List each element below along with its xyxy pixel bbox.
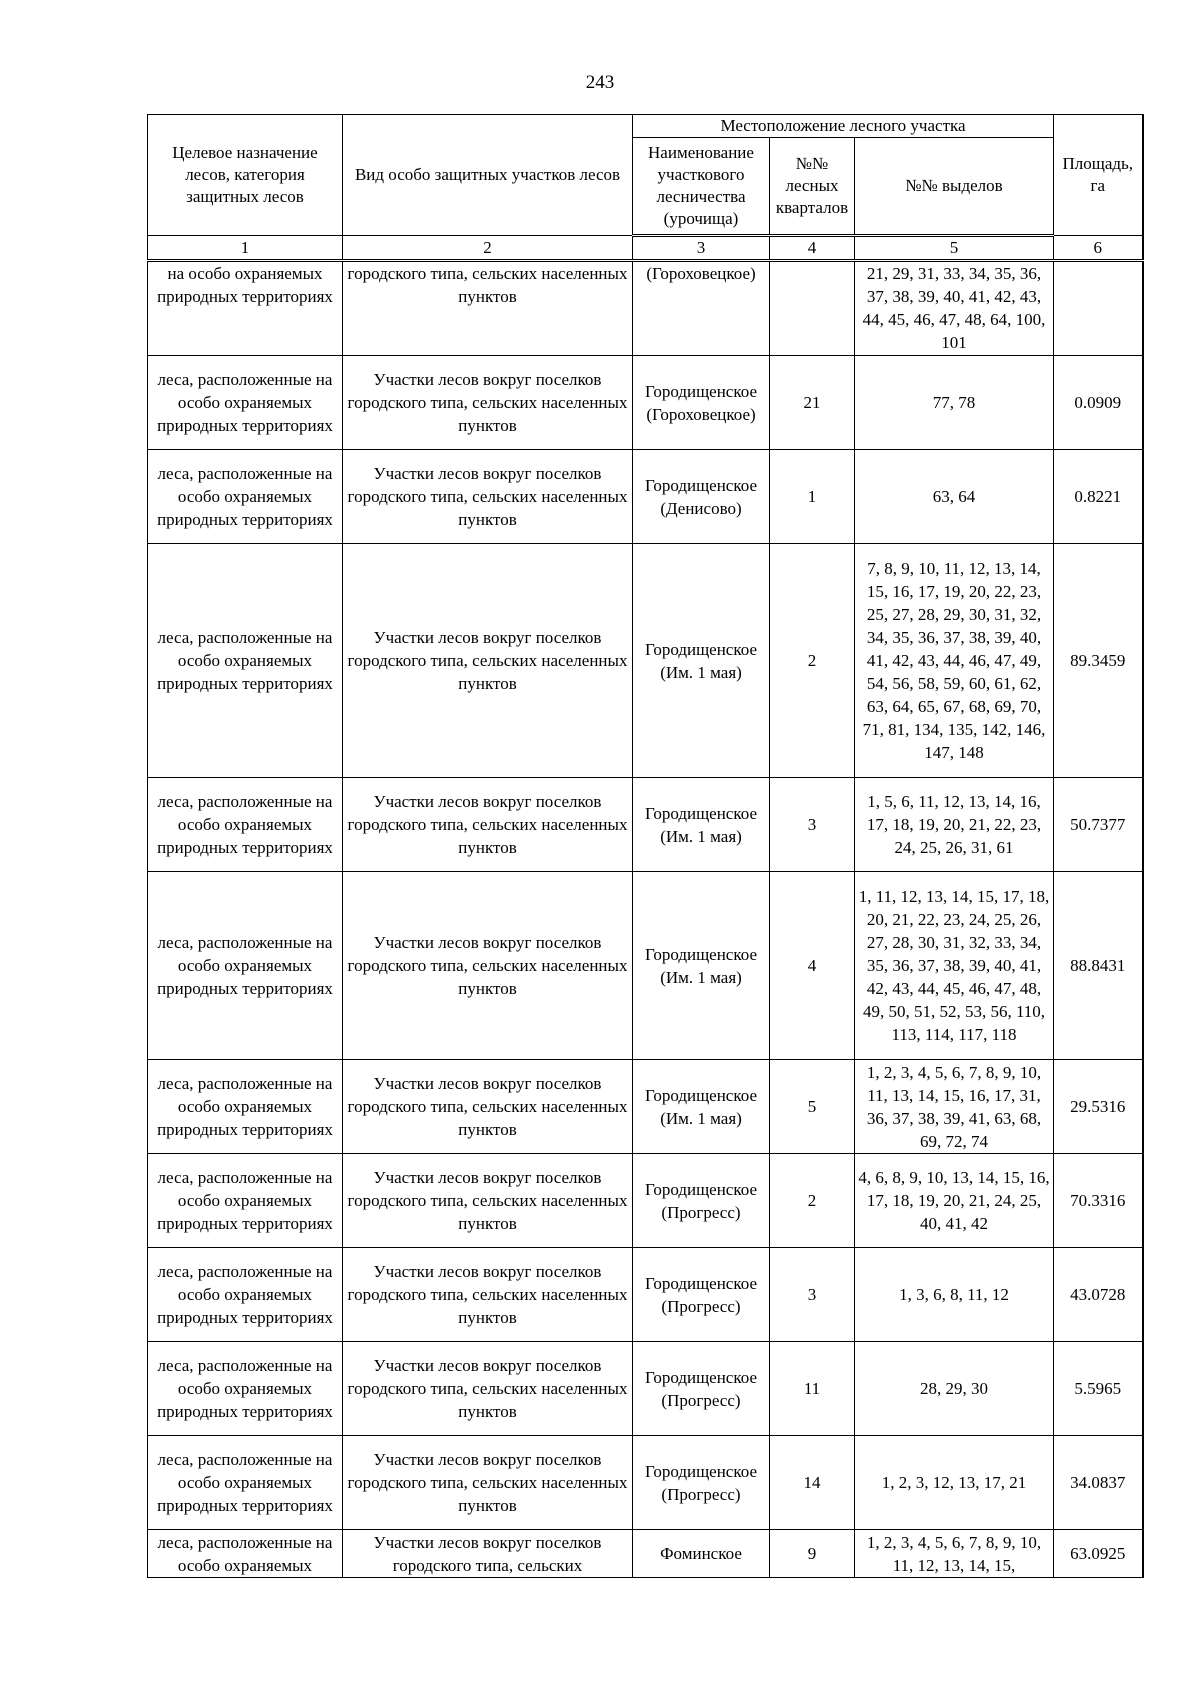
cell-plots: 1, 11, 12, 13, 14, 15, 17, 18, 20, 21, 22, 23, 24, 25, 26, 27, 28, 30, 31, 32, 33, 34, 35, 36, 37, 38, 39, 40, 41, 42, 43, 44, 45, 46, 47, 48, 49, 50, 51, 52, 53, 56, 110, 113, 114, 117, 118: [855, 872, 1054, 1060]
cell-quarter: 11: [770, 1342, 855, 1436]
table-body: [148, 236, 1143, 1578]
column-number: 3: [633, 236, 770, 261]
cell-quarter: 2: [770, 544, 855, 778]
cell-plots: 77, 78: [855, 356, 1054, 450]
cell-area: [1054, 261, 1143, 356]
cell-plots: 1, 2, 3, 12, 13, 17, 21: [855, 1436, 1054, 1530]
cell-purpose: леса, расположенные на особо охраняемых природных территориях: [148, 544, 343, 778]
cell-forestry: Городищенское (Прогресс): [633, 1436, 770, 1530]
cell-quarter: 1: [770, 450, 855, 544]
cell-purpose: леса, расположенные на особо охраняемых природных территориях: [148, 1248, 343, 1342]
column-number: 2: [343, 236, 633, 261]
cell-plots: 21, 29, 31, 33, 34, 35, 36, 37, 38, 39, 40, 41, 42, 43, 44, 45, 46, 47, 48, 64, 100, 101: [855, 261, 1054, 356]
cell-plots: 7, 8, 9, 10, 11, 12, 13, 14, 15, 16, 17, 19, 20, 22, 23, 25, 27, 28, 29, 30, 31, 32, 34, 35, 36, 37, 38, 39, 40, 41, 42, 43, 44, 46, 47, 49, 54, 56, 58, 59, 60, 61, 62, 63, 64, 65, 67, 68, 69, 70, 71, 81, 134, 135, 142, 146, 147, 148: [855, 544, 1054, 778]
cell-quarter: [770, 261, 855, 356]
header-location-group: Местоположение лесного участка: [633, 115, 1054, 138]
cell-area: 88.8431: [1054, 872, 1143, 1060]
table-row: [148, 1436, 1143, 1530]
cell-forestry: Городищенское (Им. 1 мая): [633, 1060, 770, 1154]
cell-kind: городского типа, сельских населенных пунктов: [343, 261, 633, 356]
cell-plots: 1, 5, 6, 11, 12, 13, 14, 16, 17, 18, 19, 20, 21, 22, 23, 24, 25, 26, 31, 61: [855, 778, 1054, 872]
cell-quarter: 21: [770, 356, 855, 450]
table-row: [148, 1060, 1143, 1154]
cell-purpose: леса, расположенные на особо охраняемых природных территориях: [148, 450, 343, 544]
page-number: 243: [585, 72, 615, 93]
cell-kind: Участки лесов вокруг поселков городского типа, сельских: [343, 1530, 633, 1578]
cell-quarter: 5: [770, 1060, 855, 1154]
table-row: [148, 1154, 1143, 1248]
cell-quarter: 3: [770, 778, 855, 872]
cell-quarter: 3: [770, 1248, 855, 1342]
header-quarters: №№ лесных кварталов: [770, 138, 855, 236]
cell-plots: 4, 6, 8, 9, 10, 13, 14, 15, 16, 17, 18, 19, 20, 21, 24, 25, 40, 41, 42: [855, 1154, 1054, 1248]
cell-area: 0.0909: [1054, 356, 1143, 450]
cell-plots: 1, 2, 3, 4, 5, 6, 7, 8, 9, 10, 11, 12, 13, 14, 15,: [855, 1530, 1054, 1578]
table-row: [148, 450, 1143, 544]
cell-area: 63.0925: [1054, 1530, 1143, 1578]
cell-purpose: леса, расположенные на особо охраняемых природных территориях: [148, 778, 343, 872]
cell-area: 70.3316: [1054, 1154, 1143, 1248]
cell-area: 0.8221: [1054, 450, 1143, 544]
column-numbers-row: [148, 236, 1143, 261]
cell-kind: Участки лесов вокруг поселков городского типа, сельских населенных пунктов: [343, 1248, 633, 1342]
cell-purpose: леса, расположенные на особо охраняемых природных территориях: [148, 1154, 343, 1248]
header-area: Площадь, га: [1054, 115, 1143, 236]
cell-purpose: леса, расположенные на особо охраняемых природных территориях: [148, 1342, 343, 1436]
cell-purpose: леса, расположенные на особо охраняемых природных территориях: [148, 356, 343, 450]
cell-area: 34.0837: [1054, 1436, 1143, 1530]
cell-purpose: на особо охраняемых природных территориях: [148, 261, 343, 356]
cell-forestry: Городищенское (Им. 1 мая): [633, 778, 770, 872]
cell-plots: 1, 3, 6, 8, 11, 12: [855, 1248, 1054, 1342]
table-row: [148, 1248, 1143, 1342]
column-number: 6: [1054, 236, 1143, 261]
cell-forestry: Городищенское (Денисово): [633, 450, 770, 544]
cell-purpose: леса, расположенные на особо охраняемых природных территориях: [148, 1060, 343, 1154]
cell-area: 5.5965: [1054, 1342, 1143, 1436]
cell-purpose: леса, расположенные на особо охраняемых: [148, 1530, 343, 1578]
cell-kind: Участки лесов вокруг поселков городского типа, сельских населенных пунктов: [343, 1342, 633, 1436]
cell-area: 29.5316: [1054, 1060, 1143, 1154]
table-row: [148, 872, 1143, 1060]
cell-quarter: 2: [770, 1154, 855, 1248]
table-row: [148, 544, 1143, 778]
cell-forestry: Городищенское (Прогресс): [633, 1154, 770, 1248]
table-row: [148, 778, 1143, 872]
table-header: [148, 115, 1143, 236]
cell-kind: Участки лесов вокруг поселков городского типа, сельских населенных пунктов: [343, 450, 633, 544]
header-purpose: Целевое назначение лесов, категория защитных лесов: [148, 115, 343, 236]
cell-forestry: Городищенское (Прогресс): [633, 1342, 770, 1436]
cell-quarter: 4: [770, 872, 855, 1060]
cell-forestry: Городищенское (Гороховецкое): [633, 356, 770, 450]
header-plots: №№ выделов: [855, 138, 1054, 236]
cell-forestry: Городищенское (Прогресс): [633, 1248, 770, 1342]
cell-area: 43.0728: [1054, 1248, 1143, 1342]
column-number: 4: [770, 236, 855, 261]
cell-kind: Участки лесов вокруг поселков городского типа, сельских населенных пунктов: [343, 356, 633, 450]
cell-forestry: Фоминское: [633, 1530, 770, 1578]
table-row: [148, 356, 1143, 450]
cell-quarter: 9: [770, 1530, 855, 1578]
cell-kind: Участки лесов вокруг поселков городского типа, сельских населенных пунктов: [343, 778, 633, 872]
column-number: 1: [148, 236, 343, 261]
cell-kind: Участки лесов вокруг поселков городского типа, сельских населенных пунктов: [343, 1436, 633, 1530]
cell-forestry: (Гороховецкое): [633, 261, 770, 356]
header-forestry: Наименование участкового лесничества (урочища): [633, 138, 770, 236]
table-row: [148, 261, 1143, 356]
cell-forestry: Городищенское (Им. 1 мая): [633, 544, 770, 778]
table-row: [148, 1342, 1143, 1436]
cell-kind: Участки лесов вокруг поселков городского типа, сельских населенных пунктов: [343, 1060, 633, 1154]
cell-plots: 1, 2, 3, 4, 5, 6, 7, 8, 9, 10, 11, 13, 14, 15, 16, 17, 31, 36, 37, 38, 39, 41, 63, 68, 69, 72, 74: [855, 1060, 1054, 1154]
cell-forestry: Городищенское (Им. 1 мая): [633, 872, 770, 1060]
cell-purpose: леса, расположенные на особо охраняемых природных территориях: [148, 872, 343, 1060]
cell-purpose: леса, расположенные на особо охраняемых природных территориях: [148, 1436, 343, 1530]
cell-area: 89.3459: [1054, 544, 1143, 778]
cell-kind: Участки лесов вокруг поселков городского типа, сельских населенных пунктов: [343, 872, 633, 1060]
cell-plots: 28, 29, 30: [855, 1342, 1054, 1436]
cell-quarter: 14: [770, 1436, 855, 1530]
column-number: 5: [855, 236, 1054, 261]
cell-area: 50.7377: [1054, 778, 1143, 872]
cell-kind: Участки лесов вокруг поселков городского типа, сельских населенных пунктов: [343, 1154, 633, 1248]
protected-forest-table: [147, 114, 1144, 1578]
cell-plots: 63, 64: [855, 450, 1054, 544]
header-kind: Вид особо защитных участков лесов: [343, 115, 633, 236]
table-row: [148, 1530, 1143, 1578]
cell-kind: Участки лесов вокруг поселков городского типа, сельских населенных пунктов: [343, 544, 633, 778]
